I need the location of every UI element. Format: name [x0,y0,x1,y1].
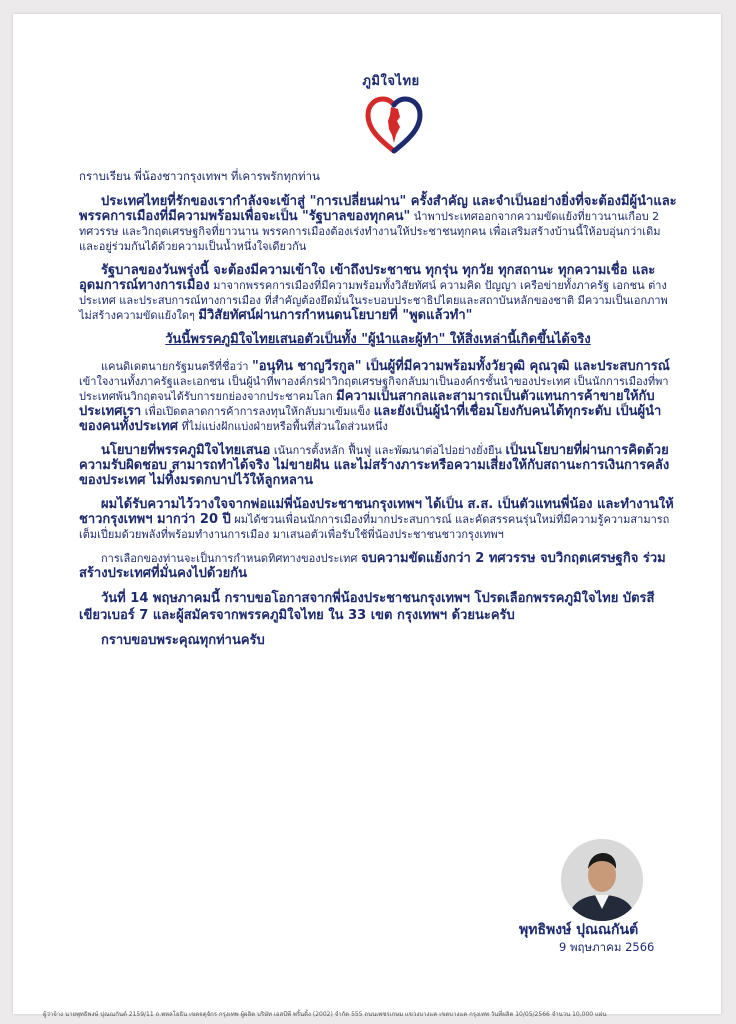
letter-page [13,14,721,1018]
party-logo-text: ภูมิใจไทย [362,74,420,89]
paragraph-2-text: มาจากพรรคการเมืองที่มีความพร้อมทั้งวิสัยทัศน์ ความคิด ปัญญา เครือข่ายทั้งภาครัฐ เอกชน ต่างประเทศ และประสบการณ์ทางการเมือง ที่สำคัญต้องยึดมั่นในระบอบประชาธิปไตยและสถาบันหลักของชาติ มีความเป็นเอกภาพ ไม่สร้างความขัดแย้งใดๆ [79,279,668,322]
letter-body [79,169,677,657]
paragraph-6-text: การเลือกของท่านจะเป็นการกำหนดทิศทางของประเทศ [101,552,358,565]
paragraph-5-text: ผมได้ชวนเพื่อนนักการเมืองที่มากประสบการณ์ และคัดสรรคนรุ่นใหม่ที่มีความรู้ความสามารถ เต็มเปี่ยมด้วยพลังที่พร้อมทำงานการเมือง มาเสนอตัวเพื่อรับใช้พี่น้องประชาชนชาวกรุงเทพฯ [79,513,670,541]
signature-name: พุทธิพงษ์ ปุณณกันต์ [519,922,639,938]
paragraph-1 [79,194,677,254]
signature-date: 9 พฤษภาคม 2566 [559,940,655,954]
paragraph-6-bold: จบความขัดแย้งกว่า 2 ทศวรรษ จบวิกฤตเศรษฐกิจ ร่วมสร้างประเทศที่มั่นคงไปด้วยกัน [79,551,666,581]
paragraph-2-bold: รัฐบาลของวันพรุ่งนี้ จะต้องมีความเข้าใจ เข้าถึงประชาชน ทุกรุ่น ทุกวัย ทุกสถานะ ทุกความเชื่อ และอุดมการณ์ทางการเมือง [79,263,656,293]
paragraph-5-bold: ผมได้รับความไว้วางใจจากพ่อแม่พี่น้องประชาชนกรุงเทพฯ ได้เป็น ส.ส. เป็นตัวแทนพี่น้อง และทำงานให้ชาวกรุงเทพฯ มากว่า 20 ปี [79,497,674,527]
paragraph-4-text: เน้นการตั้งหลัก ฟื้นฟู และพัฒนาต่อไปอย่างยั่งยืน [273,444,502,457]
section-heading: วันนี้พรรคภูมิใจไทยเสนอตัวเป็นทั้ง "ผู้นำและผู้ทำ" ให้สิ่งเหล่านี้เกิดขึ้นได้จริง [165,332,591,347]
paragraph-3-text-3: เพื่อเปิดตลาดการค้าการลงทุนให้กลับมาเข้มแข็ง [144,405,371,418]
paragraph-6 [79,551,677,581]
paragraph-2 [79,263,677,323]
paragraph-1-text: นำพาประเทศออกจากความขัดแย้งที่ยาวนานเกือบ 2 ทศวรรษ และวิกฤตเศรษฐกิจที่ยาวนาน พรรคการเมืองต้องเร่งทำงานให้ประชาชนทุกคน เพื่อเสริมสร้างบ้านนี้ให้อบอุ่นกว่าเดิม และอยู่ร่วมกันได้ด้วยความเป็นน้ำหนึ่งใจเดียวกัน [79,210,661,253]
portrait-icon [561,839,643,921]
candidate-photo [561,839,643,921]
paragraph-1-bold: ประเทศไทยที่รักของเรากำลังจะเข้าสู่ "การเปลี่ยนผ่าน" ครั้งสำคัญ และจำเป็นอย่างยิ่งที่จะต้องมีผู้นำและพรรคการเมืองที่มีความพร้อมเพื่อจะเป็น "รัฐบาลของทุกคน" [79,194,677,224]
closing-line: กราบขอบพระคุณทุกท่านครับ [101,633,265,648]
salutation: กราบเรียน พี่น้องชาวกรุงเทพฯ ที่เคารพรักทุกท่าน [79,169,320,183]
paragraph-4-bold-1: นโยบายที่พรรคภูมิใจไทยเสนอ [101,443,271,458]
paragraph-3-text-1: แคนดิเดตนายกรัฐมนตรีที่ชื่อว่า [101,360,249,373]
paragraph-4 [79,443,677,488]
paragraph-3-text-4: ที่ไม่แบ่งฝักแบ่งฝ่ายหรือพื้นที่ส่วนใดส่วนหนึ่ง [181,420,388,433]
footer-note: ผู้ว่าจ้าง นายพุทธิพงษ์ ปุณณกันต์ 2159/11 ถ.พหลโยธิน เขตจตุจักร กรุงเทพ ผู้ผลิต บริษัท เอสบีพี พริ้นติ้ง (2002) จำกัด 555 ถนนเพชรเกษม แขวงบางแค เขตบางแค กรุงเทพ วันที่ผลิต 10/05/2566 จำนวน 10,000 แผ่น [43,1011,607,1018]
party-logo [359,70,429,160]
paragraph-4-bold-2: เป็นนโยบายที่ผ่านการคิดด้วยความรับผิดชอบ สามารถทำได้จริง ไม่ขายฝัน และไม่สร้างภาระหรือความเสี่ยงให้กับสถานะการเงินการคลังของประเทศ ไม่ทิ้งมรดกบาปไว้ให้ลูกหลาน [79,443,670,488]
paragraph-3-bold-1: "อนุทิน ชาญวีรกูล" เป็นผู้ที่มีความพร้อมทั้งวัยวุฒิ คุณวุฒิ และประสบการณ์ [251,359,670,374]
paragraph-5 [79,497,677,542]
paragraph-3 [79,359,677,434]
paragraph-3-text-2: เข้าใจงานทั้งภาครัฐและเอกชน เป็นผู้นำที่พาองค์กรฝ่าวิกฤตเศรษฐกิจกลับมาเป็นองค์กรชั้นนำของประเทศ เป็นนักการเมืองที่พาประเทศพ้นวิกฤตจนได้รับการยกย่องจากประชาคมโลก [79,375,669,403]
paragraph-2-bold-end: มีวิสัยทัศน์ผ่านการกำหนดนโยบายที่ "พูดแล้วทำ" [198,308,473,323]
paragraph-7: วันที่ 14 พฤษภาคมนี้ กราบขอโอกาสจากพี่น้องประชาชนกรุงเทพฯ โปรดเลือกพรรคภูมิใจไทย บัตรสีเขียวเบอร์ 7 และผู้สมัครจากพรรคภูมิใจไทย ใน 33 เขต กรุงเทพฯ ด้วยนะครับ [79,591,655,623]
paragraph-3-bold-2: มีความเป็นสากลและสามารถเป็นตัวแทนการค้าขายให้กับประเทศเรา [79,389,655,419]
paragraph-3-bold-3: และยังเป็นผู้นำที่เชื่อมโยงกับคนได้ทุกระดับ เป็นผู้นำของคนทั้งประเทศ [79,404,662,434]
heart-map-icon [364,91,424,155]
